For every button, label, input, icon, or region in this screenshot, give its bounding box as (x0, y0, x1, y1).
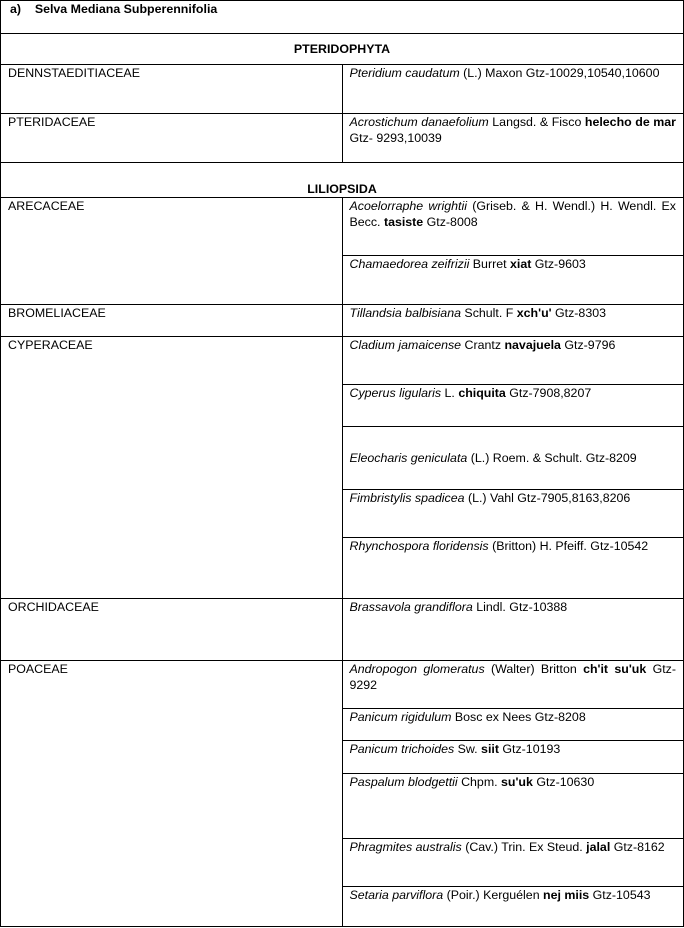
species-author: (Griseb. & H. Wendl.) H. Wendl. Ex Becc. (349, 199, 676, 229)
species-author: Crantz (461, 338, 505, 352)
species-name: Tillandsia balbisiana (349, 306, 461, 320)
species-details: Gtz-9603 (531, 257, 586, 271)
common-name: xiat (509, 257, 532, 271)
species-chamaedorea (342, 256, 684, 305)
species-author: (Poir.) Kerguélen (443, 888, 544, 902)
species-name: Rhynchospora floridensis (349, 539, 489, 553)
family-dennstaedtiaceae: DENNSTAEDITIACEAE (1, 65, 343, 114)
common-name: chiquita (458, 386, 506, 400)
species-name: Eleocharis geniculata (349, 450, 468, 465)
species-name: Acrostichum danaefolium (349, 115, 489, 129)
header-title: Selva Mediana Subperennifolia (34, 2, 218, 16)
species-acrostichum (342, 114, 684, 163)
species-details: (Britton) H. Pfeiff. Gtz-10542 (488, 539, 649, 553)
section-pteridophyta: PTERIDOPHYTA (1, 34, 684, 65)
species-details: Gtz- 9292 (349, 662, 676, 692)
species-author: Sw. (454, 742, 482, 756)
species-author: Langsd. & Fisco (488, 115, 585, 129)
common-name: helecho de mar (584, 115, 676, 129)
family-orchidaceae: ORCHIDACEAE (1, 599, 343, 661)
species-author: (Cav.) Trin. Ex Steud. (461, 840, 587, 854)
species-name: Fimbristylis spadicea (349, 491, 465, 505)
species-name: Cladium jamaicense (349, 338, 462, 352)
species-details: (L.) Roem. & Schult. Gtz-8209 (467, 450, 637, 465)
species-eleocharis (342, 427, 684, 490)
species-author: Chpm. (457, 775, 502, 789)
species-author: L. (441, 386, 459, 400)
species-details: (L.) Vahl Gtz-7905,8163,8206 (464, 491, 631, 505)
species-phragmites (342, 839, 684, 887)
species-details: Gtz-8303 (551, 306, 606, 320)
species-name: Andropogon glomeratus (349, 662, 485, 676)
common-name: ch'it su'uk (583, 662, 647, 676)
species-pteridium (342, 65, 684, 114)
family-bromeliaceae: BROMELIACEAE (1, 305, 343, 337)
species-cyperus (342, 385, 684, 427)
species-cladium (342, 337, 684, 385)
species-rhynchospora (342, 538, 684, 599)
common-name: xch'u' (516, 306, 552, 320)
family-poaceae: POACEAE (1, 661, 343, 927)
species-details: Gtz-9796 (560, 338, 616, 352)
species-panicum-trichoides (342, 741, 684, 774)
common-name: tasiste (383, 214, 424, 229)
species-name: Phragmites australis (349, 840, 462, 854)
species-panicum-rigidulum (342, 709, 684, 741)
species-details: Lindl. Gtz-10388 (472, 600, 568, 614)
species-tillandsia (342, 305, 684, 337)
species-name: Pteridium caudatum (349, 66, 460, 80)
species-name: Setaria parviflora (349, 888, 444, 902)
common-name: nej miis (543, 888, 590, 902)
species-brassavola (342, 599, 684, 661)
species-fimbristylis (342, 490, 684, 538)
species-acoelorraphe (342, 198, 684, 256)
species-details: Gtz-7908,8207 (505, 386, 592, 400)
section-liliopsida: LILIOPSIDA (1, 163, 684, 198)
species-author: Schult. F (460, 306, 517, 320)
species-details: Gtz-10543 (589, 888, 651, 902)
species-name: Panicum rigidulum (349, 710, 452, 724)
family-cyperaceae: CYPERACEAE (1, 337, 343, 599)
species-details: Gtz-8162 (610, 840, 665, 854)
species-details: (L.) Maxon Gtz-10029,10540,10600 (459, 66, 660, 80)
species-paspalum (342, 774, 684, 839)
species-setaria (342, 887, 684, 927)
common-name: jalal (586, 840, 611, 854)
table-header (1, 1, 684, 34)
species-name: Brassavola grandiflora (349, 600, 473, 614)
common-name: su'uk (501, 775, 533, 789)
species-details: Gtz-10193 (498, 742, 561, 756)
species-andropogon (342, 661, 684, 709)
species-name: Acoelorraphe wrightii (349, 199, 467, 213)
species-name: Panicum trichoides (349, 742, 455, 756)
species-details: Gtz-8008 (423, 214, 478, 229)
header-label: a) (10, 2, 22, 16)
species-name: Paspalum blodgettii (349, 775, 458, 789)
species-details: Gtz-10630 (532, 775, 595, 789)
species-details: Bosc ex Nees Gtz-8208 (451, 710, 586, 724)
species-name: Cyperus ligularis (349, 386, 442, 400)
common-name: navajuela (504, 338, 561, 352)
species-details: Gtz- 9293,10039 (349, 130, 442, 145)
species-name: Chamaedorea zeifrizii (349, 257, 470, 271)
family-pteridaceae: PTERIDACEAE (1, 114, 343, 163)
family-arecaceae: ARECACEAE (1, 198, 343, 305)
species-author: (Walter) Britton (484, 662, 584, 676)
species-author: Burret (469, 257, 510, 271)
common-name: siit (481, 742, 499, 756)
